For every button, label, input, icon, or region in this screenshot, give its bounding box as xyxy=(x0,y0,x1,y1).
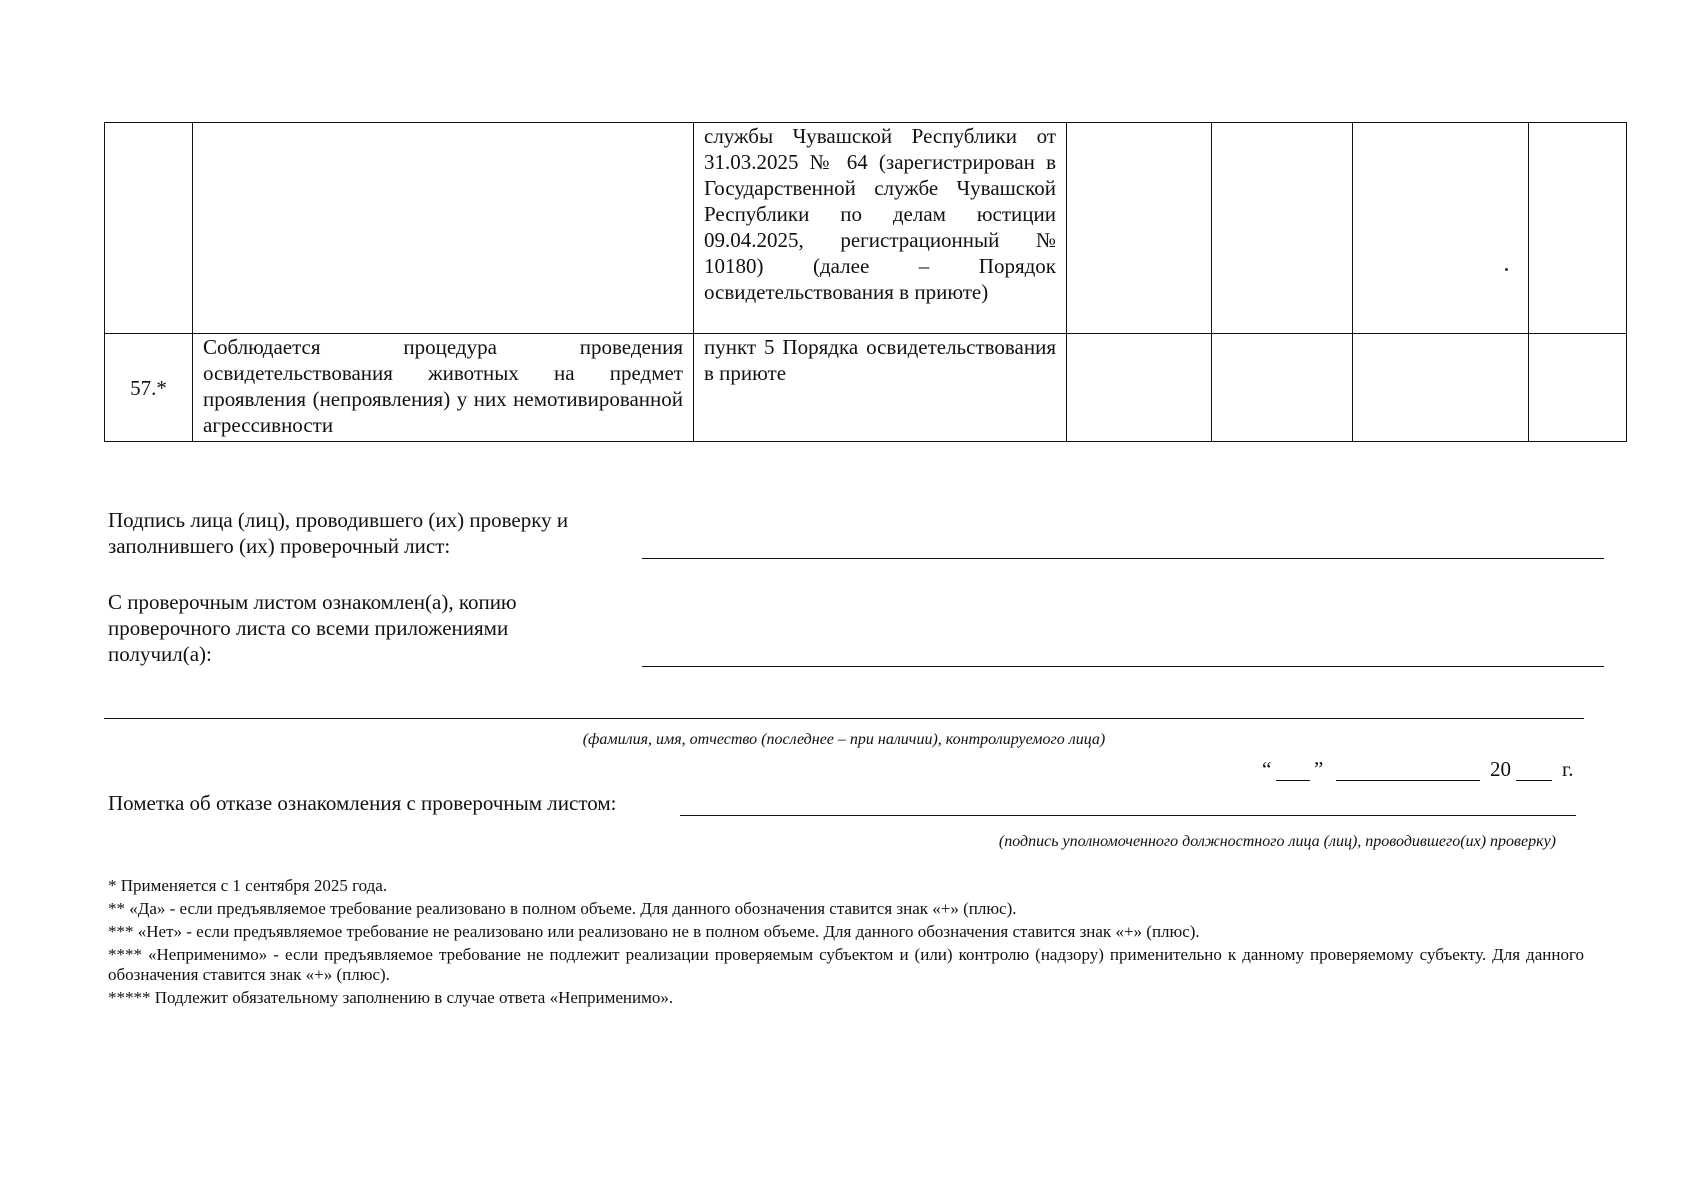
inspector-signature-label: Подпись лица (лиц), проводившего (их) проверку и заполнившего (их) проверочный лист: xyxy=(108,508,569,558)
row-number-cell: 57.* xyxy=(105,334,193,442)
footnote: ***** Подлежит обязательному заполнению в случае ответа «Неприменимо». xyxy=(108,988,674,1007)
date-open-quote: “ xyxy=(1262,757,1272,781)
official-signature-caption: (подпись уполномоченного должностного лица (лиц), проводившего(их) проверку) xyxy=(998,833,1556,850)
answer-no-cell[interactable] xyxy=(1212,123,1353,334)
date-year-suffix: г. xyxy=(1562,757,1574,781)
row-number-cell xyxy=(105,123,193,334)
scan-speck xyxy=(1505,268,1508,271)
remarks-cell[interactable] xyxy=(1529,334,1627,442)
reference-cell: пункт 5 Порядка освидетельствования в приюте xyxy=(694,334,1067,442)
date-close-quote: ” xyxy=(1314,757,1324,781)
date-year-line[interactable] xyxy=(1516,780,1552,781)
answer-not-applicable-cell[interactable] xyxy=(1353,123,1529,334)
acquainted-label: С проверочным листом ознакомлен(а), копию проверочного листа со всеми приложениями получил(а): xyxy=(108,590,517,666)
answer-not-applicable-cell[interactable] xyxy=(1353,334,1529,442)
refusal-label: Пометка об отказе ознакомления с проверочным листом: xyxy=(108,791,617,815)
table-row xyxy=(105,334,1627,442)
refusal-line[interactable] xyxy=(680,815,1576,816)
answer-no-cell[interactable] xyxy=(1212,334,1353,442)
footnote: *** «Нет» - если предъявляемое требование не реализовано или реализовано не в полном объеме. Для данного обозначения ставится знак «+» (плюс). xyxy=(108,922,1200,941)
table-row xyxy=(105,123,1627,334)
controlled-person-line[interactable] xyxy=(104,718,1584,719)
requirement-cell xyxy=(193,123,694,334)
acquainted-signature-line[interactable] xyxy=(642,666,1604,667)
answer-yes-cell[interactable] xyxy=(1067,334,1212,442)
footnote: **** «Неприменимо» - если предъявляемое требование не подлежит реализации проверяемым субъектом и (или) контролю (надзору) применительно к данному проверяемому субъекту. Для данного обозначения ставится знак «+» (плюс). xyxy=(108,945,1584,984)
requirement-cell: Соблюдается процедура проведения освидетельствования животных на предмет проявления (непроявления) у них немотивированной агрессивности xyxy=(193,334,694,442)
remarks-cell[interactable] xyxy=(1529,123,1627,334)
footnote: * Применяется с 1 сентября 2025 года. xyxy=(108,876,388,895)
footnote: ** «Да» - если предъявляемое требование реализовано в полном объеме. Для данного обозначения ставится знак «+» (плюс). xyxy=(108,899,1017,918)
date-month-line[interactable] xyxy=(1336,780,1480,781)
inspector-signature-line[interactable] xyxy=(642,558,1604,559)
reference-cell: службы Чувашской Республики от 31.03.2025 № 64 (зарегистрирован в Государственной службе Чувашской Республики по делам юстиции 09.04.2025, регистрационный № 10180) (далее – Порядок освидетельствования в приюте) xyxy=(694,123,1067,334)
date-year-prefix: 20 xyxy=(1490,757,1511,781)
answer-yes-cell[interactable] xyxy=(1067,123,1212,334)
controlled-person-caption: (фамилия, имя, отчество (последнее – при наличии), контролируемого лица) xyxy=(582,731,1106,748)
date-day-line[interactable] xyxy=(1276,780,1310,781)
checklist-table xyxy=(104,122,1627,442)
footnotes xyxy=(108,876,1584,1011)
